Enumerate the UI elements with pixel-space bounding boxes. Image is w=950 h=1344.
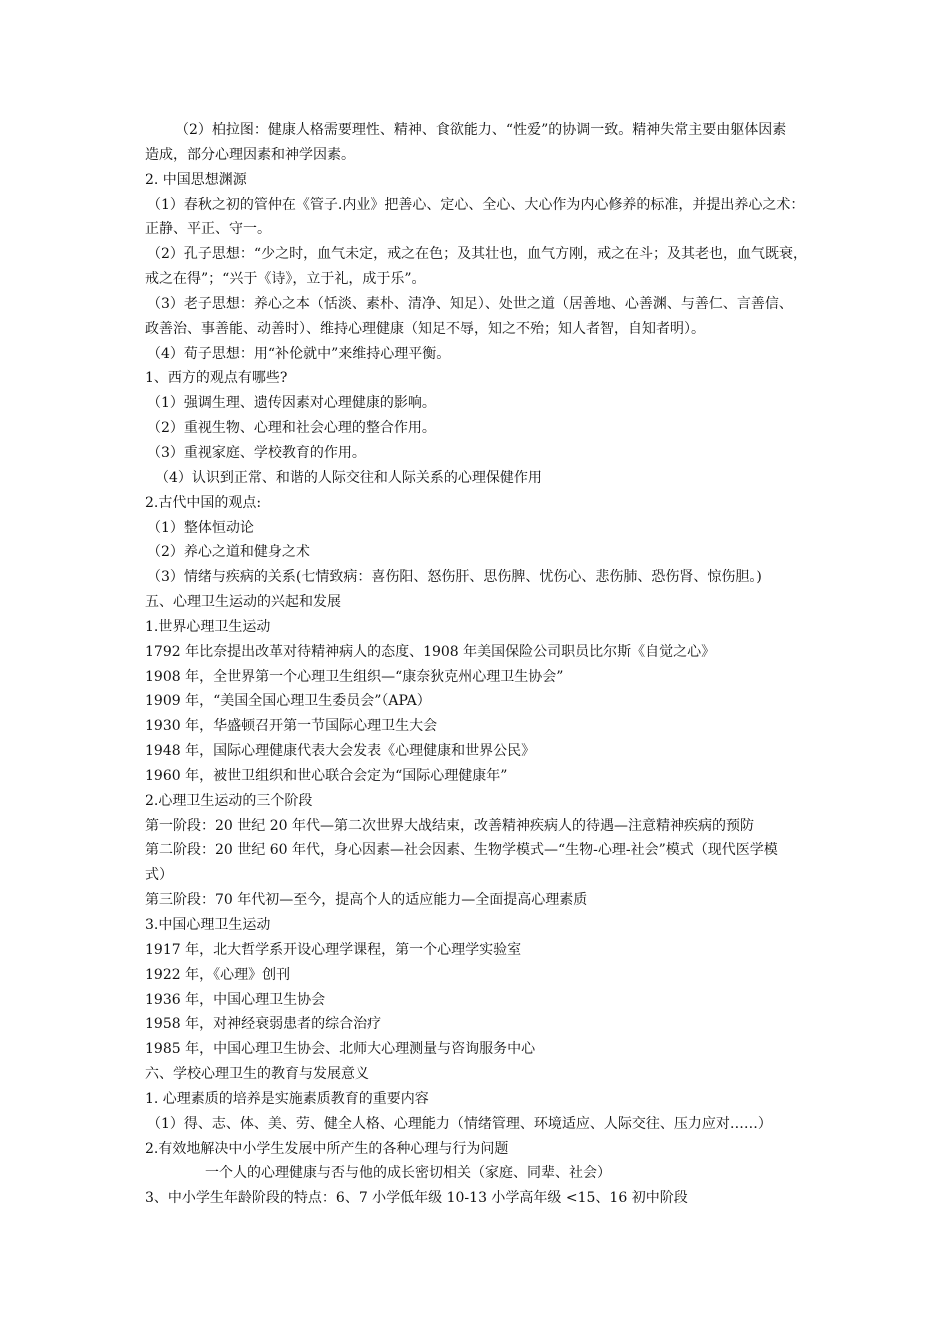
stage-item: 第一阶段：20 世纪 20 年代—第二次世界大战结束，改善精神疾病人的待遇—注意精神疾病的预防	[145, 817, 754, 834]
list-item: （4）认识到正常、和谐的人际交往和人际关系的心理保健作用	[155, 469, 542, 486]
list-item: （1）整体恒动论	[147, 519, 254, 536]
list-item: （3）情绪与疾病的关系(七情致病：喜伤阳、怒伤肝、思伤脾、忧伤心、悲伤肺、恐伤肾、惊伤胆。)	[147, 569, 762, 586]
timeline-item: 1958 年，对神经衰弱患者的综合治疗	[145, 1016, 382, 1033]
document-body	[145, 118, 813, 1211]
text-line: （3）老子思想：养心之本（恬淡、素朴、清净、知足）、处世之道（居善地、心善渊、与善仁、言善信、	[147, 295, 793, 312]
timeline-item: 1917 年，北大哲学系开设心理学课程，第一个心理学实验室	[145, 941, 522, 958]
section-heading: 2.有效地解决中小学生发展中所产生的各种心理与行为问题	[145, 1140, 509, 1157]
list-item: （3）重视家庭、学校教育的作用。	[147, 444, 366, 461]
section-heading: 3.中国心理卫生运动	[145, 917, 271, 933]
text-line: （2）柏拉图：健康人格需要理性、精神、食欲能力、“性爱”的协调一致。精神失常主要由躯体因素	[175, 122, 787, 138]
timeline-item: 1985 年，中国心理卫生协会、北师大心理测量与咨询服务中心	[145, 1041, 536, 1058]
text-line: 正静、平正、守一。	[145, 221, 271, 238]
section-heading: 1. 心理素质的培养是实施素质教育的重要内容	[145, 1090, 429, 1107]
list-item: （2）养心之道和健身之术	[147, 544, 310, 561]
timeline-item: 1922 年，《心理》创刊	[145, 966, 291, 983]
section-heading: 1、西方的观点有哪些?	[145, 370, 288, 387]
text-line: 式）	[145, 867, 173, 884]
section-heading: 1.世界心理卫生运动	[145, 618, 271, 635]
section-heading: 2.心理卫生运动的三个阶段	[145, 792, 313, 809]
stage-item: 第三阶段：70 年代初—至今，提高个人的适应能力—全面提高心理素质	[145, 892, 588, 909]
timeline-item: 1908 年，全世界第一个心理卫生组织—“康奈狄克州心理卫生协会”	[145, 668, 564, 685]
timeline-item: 1930 年，华盛顿召开第一节国际心理卫生大会	[145, 718, 438, 735]
list-item: （1）强调生理、遗传因素对心理健康的影响。	[147, 395, 436, 412]
section-heading: 2.古代中国的观点:	[145, 494, 262, 511]
stage-item: 第二阶段：20 世纪 60 年代，身心因素—社会因素、生物学模式—“生物-心理-社会”模式（现代医学模	[145, 842, 778, 859]
text-line: 戒之在得”；“兴于《诗》，立于礼，成于乐”。	[145, 271, 426, 288]
text-line: （2）孔子思想：“少之时，血气未定，戒之在色；及其壮也，血气方刚，戒之在斗；及其老也，血气既衰，	[147, 246, 808, 263]
section-heading: 3、中小学生年龄阶段的特点：6、7 小学低年级 10-13 小学高年级 <15、16 初中阶段	[145, 1190, 688, 1207]
text-line: 造成，部分心理因素和神学因素。	[145, 146, 355, 163]
chapter-heading: 六、学校心理卫生的教育与发展意义	[145, 1066, 369, 1083]
list-item: （1）得、志、体、美、劳、健全人格、心理能力（情绪管理、环境适应、人际交往、压力应对……）	[147, 1115, 772, 1132]
chapter-heading: 五、心理卫生运动的兴起和发展	[145, 594, 341, 611]
text-line: 政善治、事善能、动善时）、维持心理健康（知足不辱，知之不殆；知人者智，自知者明）。	[145, 320, 705, 337]
section-heading: 2. 中国思想渊源	[145, 171, 247, 188]
list-item: （2）重视生物、心理和社会心理的整合作用。	[147, 420, 436, 437]
text-line: （4）荀子思想：用“补伦就中”来维持心理平衡。	[147, 345, 451, 362]
timeline-item: 1936 年，中国心理卫生协会	[145, 991, 326, 1008]
text-line: 一个人的心理健康与否与他的成长密切相关（家庭、同辈、社会）	[205, 1165, 611, 1182]
text-line: （1）春秋之初的管仲在《管子.内业》把善心、定心、全心、大心作为内心修养的标准，并提出养心之术：	[147, 196, 805, 213]
timeline-item: 1909 年，“美国全国心理卫生委员会”（APA）	[145, 693, 431, 710]
timeline-item: 1948 年，国际心理健康代表大会发表《心理健康和世界公民》	[145, 743, 536, 760]
timeline-item: 1960 年，被世卫组织和世心联合会定为“国际心理健康年”	[145, 767, 508, 784]
timeline-item: 1792 年比奈提出改革对待精神病人的态度、1908 年美国保险公司职员比尔斯《自觉之心》	[145, 643, 716, 660]
